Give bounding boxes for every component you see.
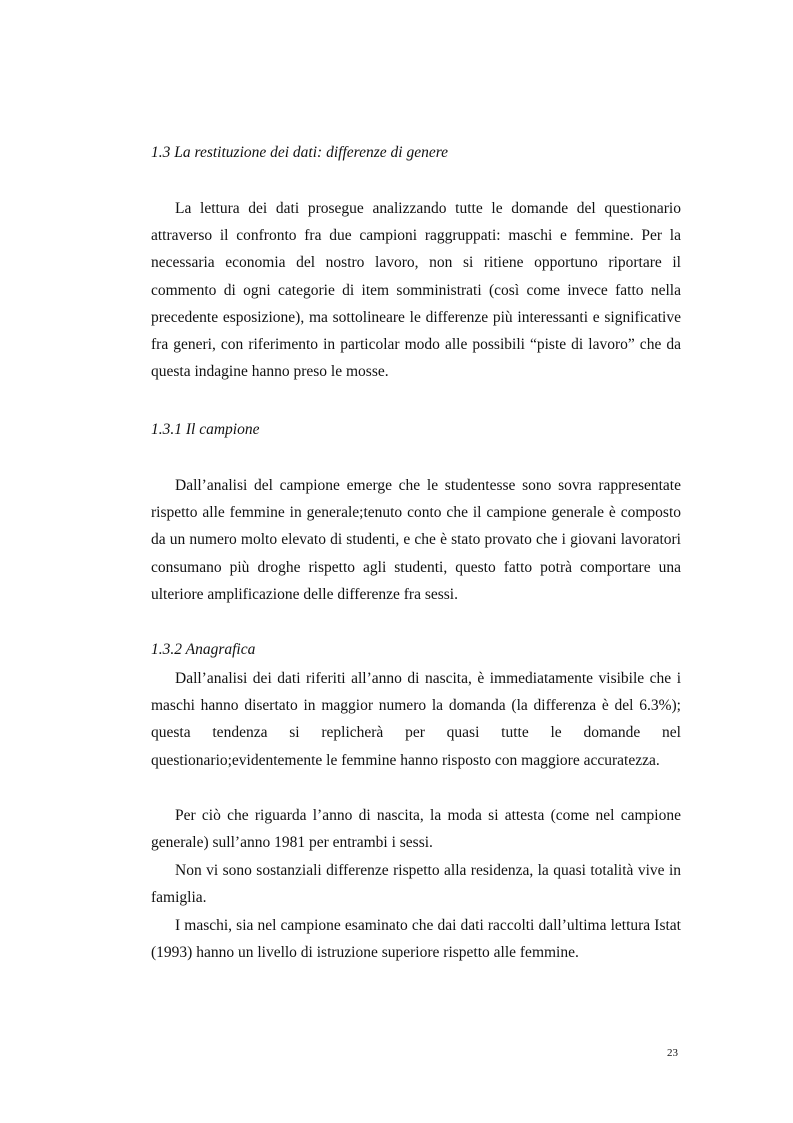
paragraph-1-3-2-anno-nascita: Dall’analisi dei dati riferiti all’anno di nascita, è immediatamente visibile che i maschi hanno disertato in maggior numero la domanda (la differenza è del 6.3%); questa tendenza si replicherà per quasi tutte le domande nel questionario;evidentemente le femmine hanno risposto con maggiore accuratezza.: [151, 670, 681, 769]
paragraph-1-3-2-residenza: Non vi sono sostanziali differenze rispetto alla residenza, la quasi totalità vive in famiglia.: [151, 862, 681, 907]
paragraph-1-3-2-istruzione: I maschi, sia nel campione esaminato che dai dati raccolti dall’ultima lettura Istat (1993) hanno un livello di istruzione superiore rispetto alle femmine.: [151, 917, 681, 962]
paragraph-1-3-intro: La lettura dei dati prosegue analizzando tutte le domande del questionario attraverso il confronto fra due campioni raggruppati: maschi e femmine. Per la necessaria economia del nostro lavoro, non si ritiene opportuno riportare il commento di ogni categorie di item somministrati (così come invece fatto nella precedente esposizione), ma sottolineare le differenze più interessanti e significative fra generi, con riferimento in particolar modo alle possibili “piste di lavoro” che da questa indagine hanno preso le mosse.: [151, 200, 681, 381]
paragraph-1-3-2-moda: Per ciò che riguarda l’anno di nascita, la moda si attesta (come nel campione generale) sull’anno 1981 per entrambi i sessi.: [151, 807, 681, 852]
section-heading-1-3-2: 1.3.2 Anagrafica: [151, 641, 256, 658]
section-heading-1-3-1: 1.3.1 Il campione: [151, 421, 260, 438]
section-heading-1-3: 1.3 La restituzione dei dati: differenze di genere: [151, 144, 449, 161]
paragraph-1-3-1-campione: Dall’analisi del campione emerge che le studentesse sono sovra rappresentate rispetto alle femmine in generale;tenuto conto che il campione generale è composto da un numero molto elevato di studenti, e che è stato provato che i giovani lavoratori consumano più droghe rispetto agli studenti, questo fatto potrà comportare una ulteriore amplificazione delle differenze fra sessi.: [151, 477, 681, 603]
page-number: 23: [667, 1047, 678, 1059]
